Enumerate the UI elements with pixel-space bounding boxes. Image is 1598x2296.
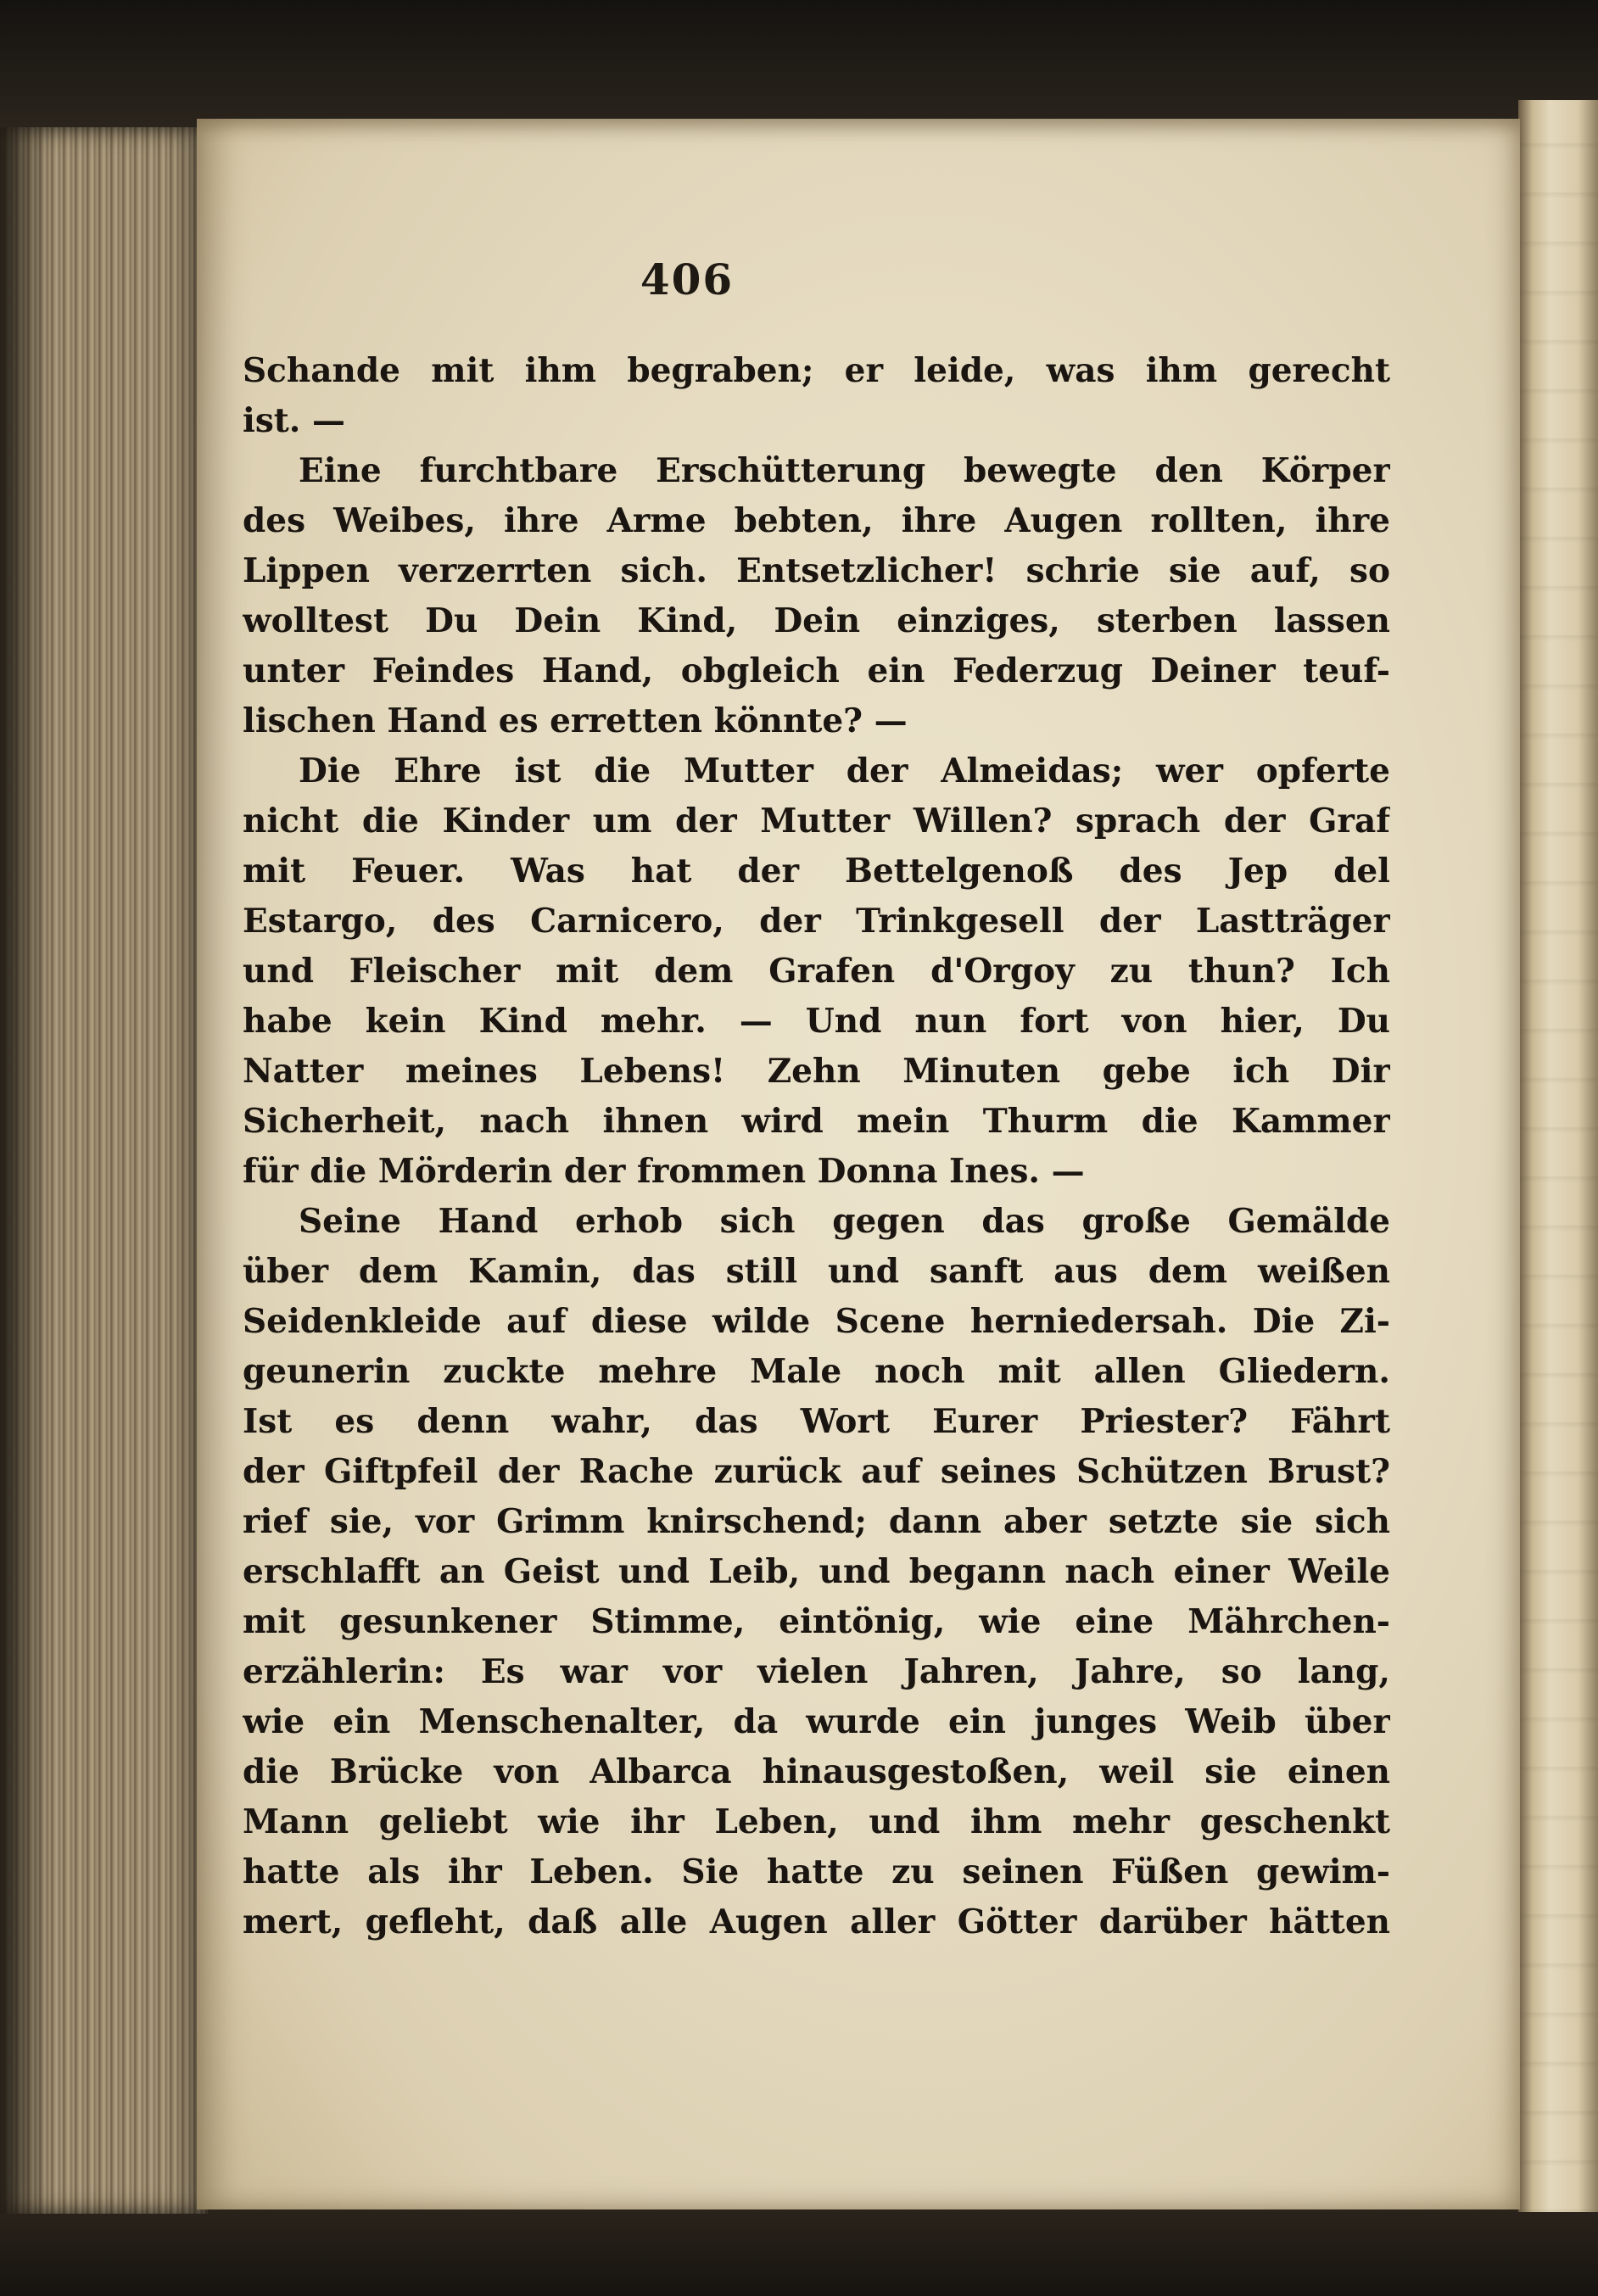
next-page-edge [1518, 100, 1598, 2212]
page-stack-edge [0, 127, 208, 2214]
text-line: Schande mit ihm begraben; er leide, was ihm gerecht [243, 351, 1390, 390]
text-line: über dem Kamin, das still und sanft aus dem weißen [243, 1252, 1390, 1291]
text-line: Seine Hand erhob sich gegen das große Gemälde [299, 1202, 1390, 1241]
text-line: die Brücke von Albarca hinausgestoßen, weil sie einen [243, 1752, 1390, 1791]
text-line: mert, gefleht, daß alle Augen aller Götter darüber hätten [243, 1902, 1390, 1941]
text-line: wie ein Menschenalter, da wurde ein junges Weib über [243, 1702, 1390, 1741]
text-line: rief sie, vor Grimm knirschend; dann aber setzte sie sich [243, 1502, 1390, 1541]
text-line: Ist es denn wahr, das Wort Eurer Priester? Fährt [243, 1402, 1390, 1441]
dark-background-bottom [0, 2205, 1598, 2296]
text-line: Eine furchtbare Erschütterung bewegte den Körper [299, 451, 1390, 490]
text-line: mit Feuer. Was hat der Bettelgenoß des Jep del [243, 852, 1390, 891]
binding-shadow [0, 127, 51, 2214]
text-line: lischen Hand es erretten könnte? — [243, 701, 908, 740]
text-line: unter Feindes Hand, obgleich ein Federzug Deiner teuf- [243, 651, 1390, 690]
text-line: Die Ehre ist die Mutter der Almeidas; wer opferte [299, 751, 1390, 790]
text-line: nicht die Kinder um der Mutter Willen? sprach der Graf [243, 802, 1390, 841]
text-line: mit gesunkener Stimme, eintönig, wie eine Mährchen- [243, 1602, 1390, 1641]
text-line: Seidenkleide auf diese wilde Scene herniedersah. Die Zi- [243, 1302, 1390, 1341]
text-line: erschlafft an Geist und Leib, und begann nach einer Weile [243, 1552, 1390, 1591]
text-line: der Giftpfeil der Rache zurück auf seines Schützen Brust? [243, 1452, 1390, 1491]
text-line: Estargo, des Carnicero, der Trinkgesell der Lastträger [243, 902, 1390, 941]
text-line: Mann geliebt wie ihr Leben, und ihm mehr geschenkt [243, 1802, 1390, 1841]
text-line: habe kein Kind mehr. — Und nun fort von hier, Du [243, 1002, 1390, 1041]
text-line: ist. — [243, 401, 345, 440]
text-line: Lippen verzerrten sich. Entsetzlicher! schrie sie auf, so [243, 551, 1390, 590]
bleed-through-texture [1518, 100, 1598, 2212]
text-line: Natter meines Lebens! Zehn Minuten gebe ich Dir [243, 1052, 1390, 1091]
text-line: und Fleischer mit dem Grafen d'Orgoy zu thun? Ich [243, 952, 1390, 991]
text-line: Sicherheit, nach ihnen wird mein Thurm die Kammer [243, 1102, 1390, 1141]
text-line: geunerin zuckte mehre Male noch mit allen Gliedern. [243, 1352, 1390, 1391]
text-line: wolltest Du Dein Kind, Dein einziges, sterben lassen [243, 601, 1390, 640]
dark-background-top [0, 0, 1598, 127]
text-line: hatte als ihr Leben. Sie hatte zu seinen Füßen gewim- [243, 1852, 1390, 1891]
text-line: für die Mörderin der frommen Donna Ines. — [243, 1152, 1085, 1191]
text-line: des Weibes, ihre Arme bebten, ihre Augen rollten, ihre [243, 501, 1390, 540]
text-line: erzählerin: Es war vor vielen Jahren, Jahre, so lang, [243, 1652, 1390, 1691]
page-number: 406 [640, 254, 735, 304]
body-text [243, 346, 1390, 1947]
